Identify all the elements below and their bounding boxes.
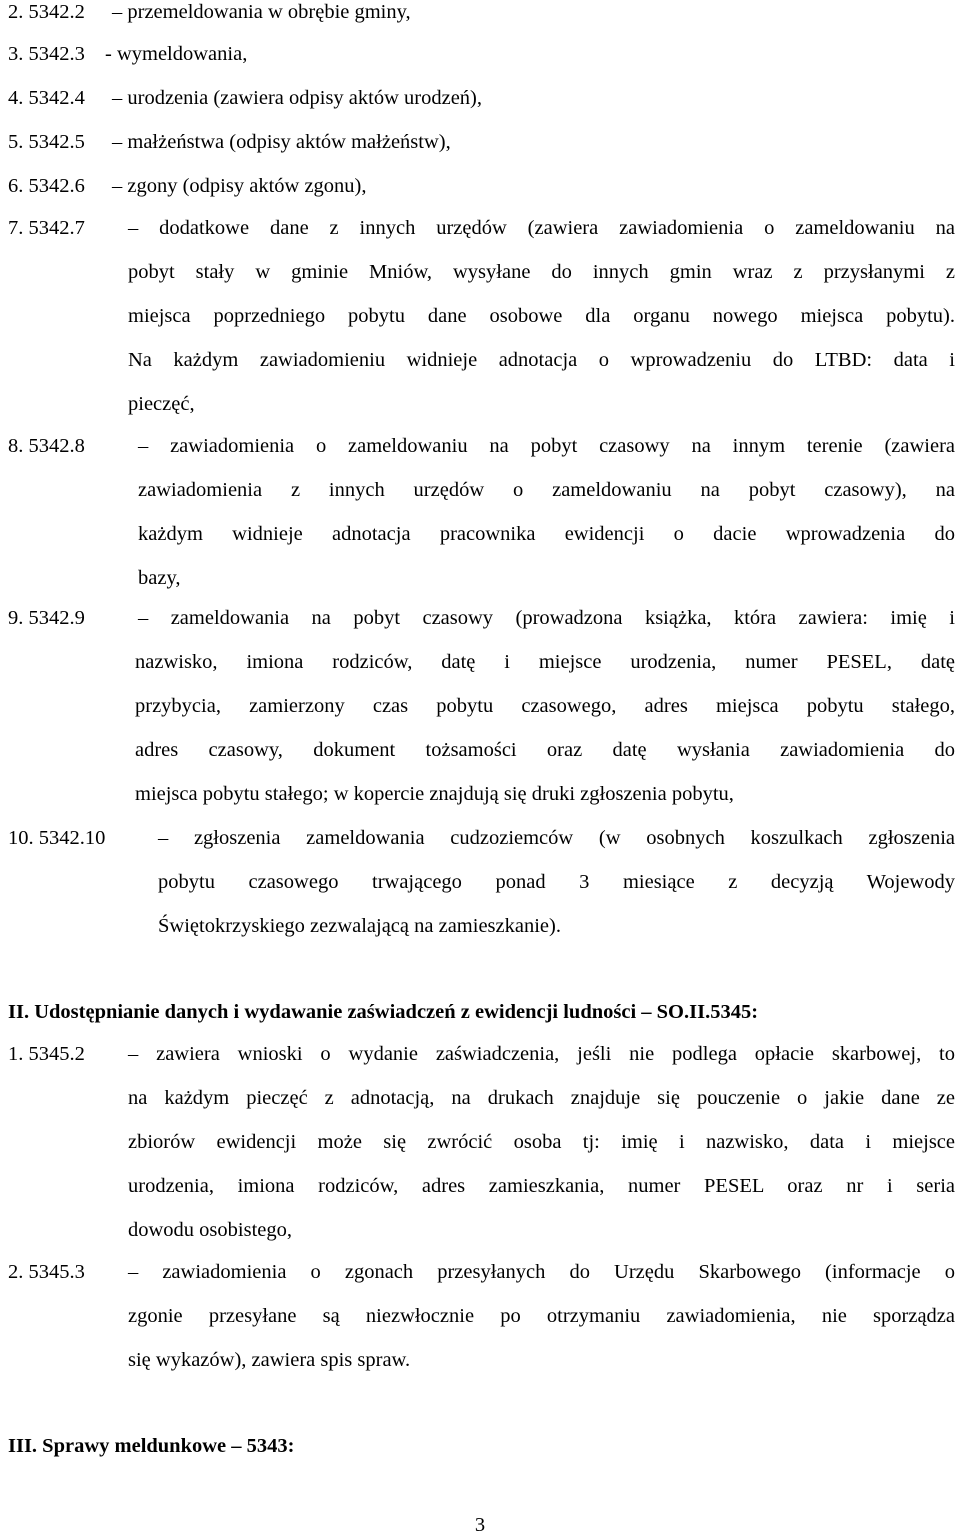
item-text-line: urodzenia, imiona rodziców, adres zamieszkania, numer PESEL oraz nr i seria	[128, 1175, 955, 1197]
item-text-line: – dodatkowe dane z innych urzędów (zawiera zawiadomienia o zameldowaniu na 7. 5342.7	[0, 206, 960, 250]
item-number: 6. 5342.6	[8, 175, 85, 197]
item-text-line: – małżeństwa (odpisy aktów małżeństw), 5. 5342.5	[0, 120, 960, 164]
list-item	[0, 596, 960, 816]
item-text-line: nazwisko, imiona rodziców, datę i miejsce urodzenia, numer PESEL, datę	[135, 651, 955, 673]
item-text-line: pobyt stały w gminie Mniów, wysyłane do innych gmin wraz z przysłanymi z	[128, 261, 955, 283]
item-number: 2. 5342.2	[8, 1, 85, 23]
item-text-line: zawiadomienia z innych urzędów o zameldowaniu na pobyt czasowy), na	[138, 479, 955, 501]
item-number: 7. 5342.7	[8, 217, 85, 239]
item-text-line: – przemeldowania w obrębie gminy, 2. 5342.2	[0, 0, 960, 34]
item-text-line: na każdym pieczęć z adnotacją, na drukach znajduje się pouczenie o jakie dane ze	[128, 1087, 955, 1109]
item-text-line: - wymeldowania, 3. 5342.3	[0, 32, 960, 76]
item-text-line: – urodzenia (zawiera odpisy aktów urodzeń), 4. 5342.4	[0, 76, 960, 120]
list-item	[0, 164, 960, 208]
item-text-line: pieczęć,	[128, 393, 195, 415]
item-number: 5. 5342.5	[8, 131, 85, 153]
item-text-line: przybycia, zamierzony czas pobytu czasowego, adres miejsca pobytu stałego,	[135, 695, 955, 717]
list-item	[0, 206, 960, 426]
item-number: 3. 5342.3	[8, 43, 85, 65]
item-text-line: – zameldowania na pobyt czasowy (prowadzona książka, która zawiera: imię i 9. 5342.9	[0, 596, 960, 640]
item-text-line: dowodu osobistego,	[128, 1219, 292, 1241]
item-text-line: – zgony (odpisy aktów zgonu), 6. 5342.6	[0, 164, 960, 208]
item-text-line: bazy,	[138, 567, 181, 589]
page-number: 3	[474, 1514, 486, 1536]
item-number: 4. 5342.4	[8, 87, 85, 109]
item-number: 10. 5342.10	[8, 827, 106, 849]
section-heading-iii: III. Sprawy meldunkowe – 5343:	[8, 1435, 295, 1457]
item-text-line: Świętokrzyskiego zezwalającą na zamieszkanie).	[158, 915, 561, 937]
list-item	[0, 1032, 960, 1252]
item-text-line: – zawiera wnioski o wydanie zaświadczenia, jeśli nie podlega opłacie skarbowej, to 1. 5345.2	[0, 1032, 960, 1076]
item-text-line: – zgłoszenia zameldowania cudzoziemców (w osobnych koszulkach zgłoszenia 10. 5342.10	[0, 816, 960, 860]
list-item	[0, 76, 960, 120]
section-heading-ii: II. Udostępnianie danych i wydawanie zaświadczeń z ewidencji ludności – SO.II.5345:	[8, 1001, 759, 1023]
item-text-line: pobytu czasowego trwającego ponad 3 miesiące z decyzją Wojewody	[158, 871, 955, 893]
list-item	[0, 32, 960, 76]
list-item	[0, 1250, 960, 1382]
item-text-line: – zawiadomienia o zameldowaniu na pobyt czasowy na innym terenie (zawiera 8. 5342.8	[0, 424, 960, 468]
item-text-line: miejsca pobytu stałego; w kopercie znajdują się druki zgłoszenia pobytu,	[135, 783, 734, 805]
item-text-line: adres czasowy, dokument tożsamości oraz datę wysłania zawiadomienia do	[135, 739, 955, 761]
list-item	[0, 0, 960, 34]
list-item	[0, 120, 960, 164]
item-text-line: Na każdym zawiadomieniu widnieje adnotacja o wprowadzeniu do LTBD: data i	[128, 349, 955, 371]
item-number: 9. 5342.9	[8, 607, 85, 629]
item-text-line: miejsca poprzedniego pobytu dane osobowe dla organu nowego miejsca pobytu).	[128, 305, 955, 327]
item-number: 8. 5342.8	[8, 435, 85, 457]
list-item	[0, 424, 960, 600]
item-text-line: zbiorów ewidencji może się zwrócić osoba tj: imię i nazwisko, data i miejsce	[128, 1131, 955, 1153]
item-text-line: zgonie przesyłane są niezwłocznie po otrzymaniu zawiadomienia, nie sporządza	[128, 1305, 955, 1327]
item-text-line: każdym widnieje adnotacja pracownika ewidencji o dacie wprowadzenia do	[138, 523, 955, 545]
item-text-line: – zawiadomienia o zgonach przesyłanych do Urzędu Skarbowego (informacje o 2. 5345.3	[0, 1250, 960, 1294]
item-number: 2. 5345.3	[8, 1261, 85, 1283]
item-number: 1. 5345.2	[8, 1043, 85, 1065]
item-text-line: się wykazów), zawiera spis spraw.	[128, 1349, 411, 1371]
list-item	[0, 816, 960, 948]
